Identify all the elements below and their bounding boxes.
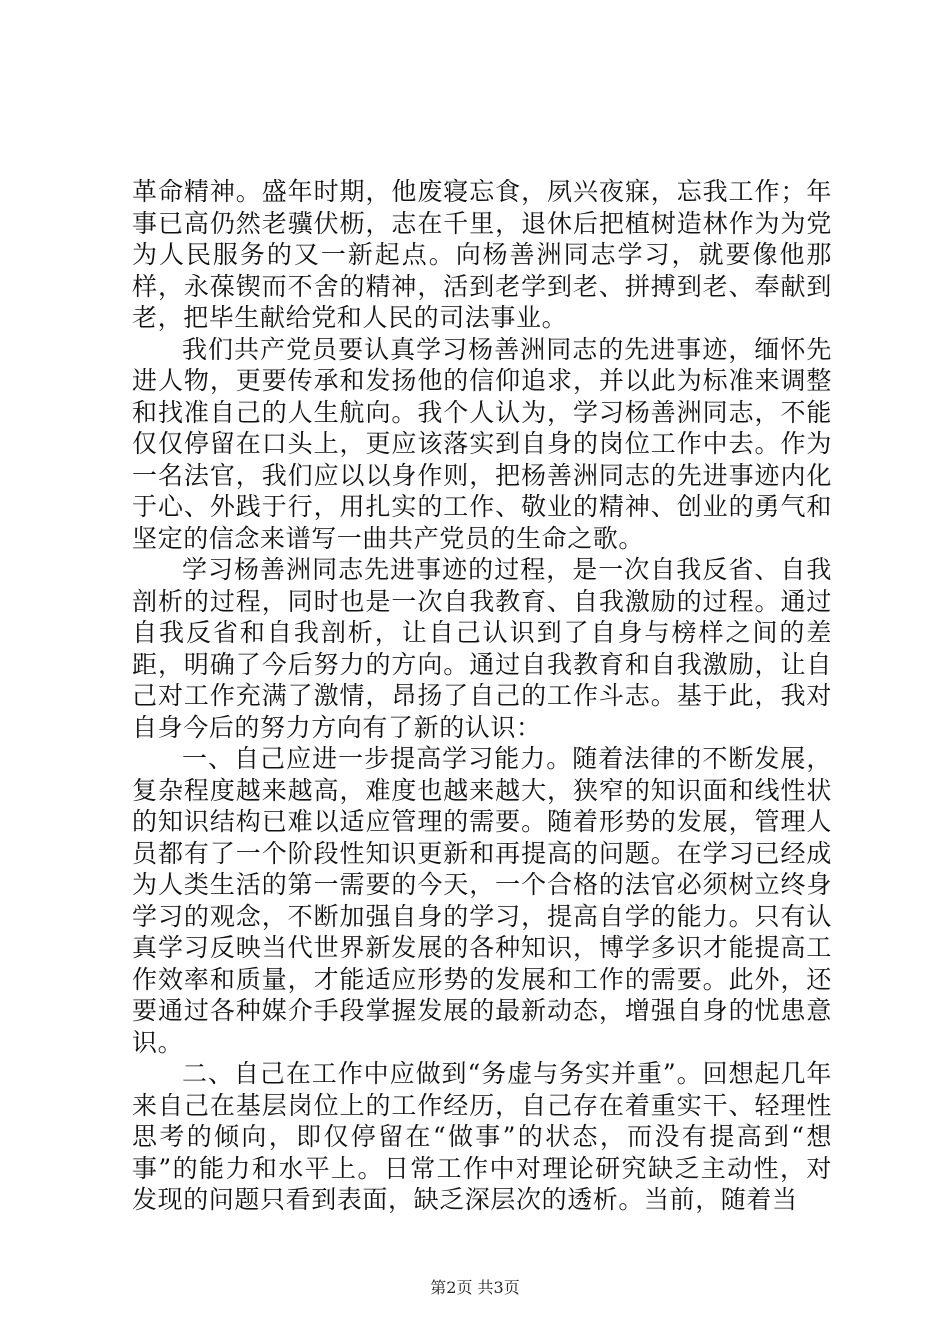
paragraph-4: 一、自己应进一步提高学习能力。随着法律的不断发展，复杂程度越来越高，难度也越来越大，狭窄的知识面和线性状的知识结构已难以适应管理的需要。随着形势的发展，管理人员都有了一个阶段性知识更新和再提高的问题。在学习已经成为人类生活的第一需要的今天，一个合格的法官必须树立终身学习的观念，不断加强自身的学习，提高自学的能力。只有认真学习反映当代世界新发展的各种知识，博学多识才能提高工作效率和质量，才能适应形势的发展和工作的需要。此外，还要通过各种媒介手段掌握发展的最新动态，增强自身的忧患意识。 [132, 744, 832, 1057]
page-footer: 第2页 共3页 [430, 1278, 520, 1297]
paragraph-2: 我们共产党员要认真学习杨善洲同志的先进事迹，缅怀先进人物，更要传承和发扬他的信仰追求，并以此为标准来调整和找准自己的人生航向。我个人认为，学习杨善洲同志，不能仅仅停留在口头上，更应该落实到自身的岗位工作中去。作为一名法官，我们应以以身作则，把杨善洲同志的先进事迹内化于心、外践于行，用扎实的工作、敬业的精神、创业的勇气和坚定的信念来谱写一曲共产党员的生命之歌。 [132, 334, 832, 553]
paragraph-3: 学习杨善洲同志先进事迹的过程，是一次自我反省、自我剖析的过程，同时也是一次自我教育、自我激励的过程。通过自我反省和自我剖析，让自己认识到了自身与榜样之间的差距，明确了今后努力的方向。通过自我教育和自我激励，让自己对工作充满了激情，昂扬了自己的工作斗志。基于此，我对自身今后的努力方向有了新的认识： [132, 555, 832, 742]
paragraph-1: 革命精神。盛年时期，他废寝忘食，夙兴夜寐，忘我工作；年事已高仍然老骥伏枥，志在千里，退休后把植树造林作为为党为人民服务的又一新起点。向杨善洲同志学习，就要像他那样，永葆锲而不舍的精神，活到老学到老、拼搏到老、奉献到老，把毕生献给党和人民的司法事业。 [132, 177, 832, 332]
paragraph-5: 二、自己在工作中应做到“务虚与务实并重”。回想起几年来自己在基层岗位上的工作经历，自己存在着重实干、轻理性思考的倾向，即仅停留在“做事”的状态，而没有提高到“想事”的能力和水平上。日常工作中对理论研究缺乏主动性，对发现的问题只看到表面，缺乏深层次的透析。当前，随着当 [132, 1059, 832, 1214]
document-body [132, 176, 832, 1216]
